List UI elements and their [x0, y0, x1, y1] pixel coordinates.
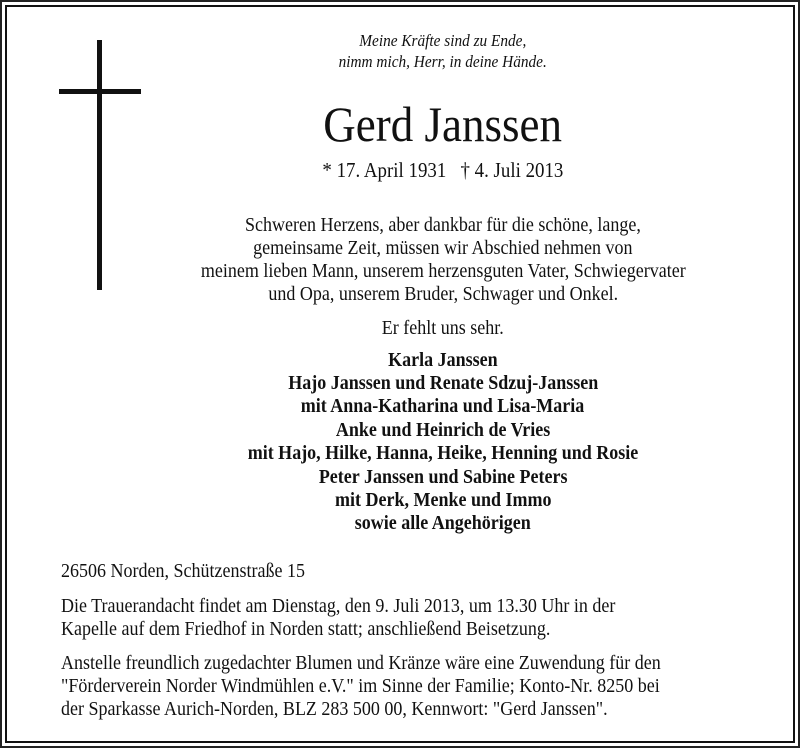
- family-line-2: Hajo Janssen und Renate Sdzuj-Janssen: [287, 372, 599, 394]
- family-line-5: mit Hajo, Hilke, Hanna, Heike, Henning und Rosie: [247, 442, 639, 464]
- message-line-2: gemeinsame Zeit, müssen wir Abschied nehmen von: [253, 237, 633, 259]
- donation-line-2: "Förderverein Norder Windmühlen e.V." im Sinne der Familie; Konto-Nr. 8250 bei: [61, 675, 660, 697]
- message-line-3: meinem lieben Mann, unserem herzensguten Vater, Schwiegervater: [200, 260, 686, 282]
- family-line-8: sowie alle Angehörigen: [354, 512, 531, 534]
- service-line-2: Kapelle auf dem Friedhof in Norden statt; anschließend Beisetzung.: [61, 618, 551, 640]
- donation-line-1: Anstelle freundlich zugedachter Blumen und Kränze wäre eine Zuwendung für den: [61, 652, 661, 674]
- donation-line-3: der Sparkasse Aurich-Norden, BLZ 283 500 00, Kennwort: "Gerd Janssen".: [61, 698, 608, 720]
- death-date: † 4. Juli 2013: [460, 158, 564, 182]
- cross-horizontal-bar: [59, 89, 141, 94]
- motto-line-1: Meine Kräfte sind zu Ende,: [359, 31, 527, 50]
- address: 26506 Norden, Schützenstraße 15: [61, 560, 305, 582]
- birth-date: * 17. April 1931: [322, 158, 447, 182]
- family-line-7: mit Derk, Menke und Immo: [334, 489, 552, 511]
- family-line-4: Anke und Heinrich de Vries: [335, 419, 551, 441]
- service-line-1: Die Trauerandacht findet am Dienstag, den 9. Juli 2013, um 13.30 Uhr in der: [61, 595, 616, 617]
- deceased-name: Gerd Janssen: [323, 96, 563, 152]
- life-dates: [0, 160, 800, 181]
- message-line-1: Schweren Herzens, aber dankbar für die schöne, lange,: [245, 214, 641, 236]
- family-line-6: Peter Janssen und Sabine Peters: [318, 466, 568, 488]
- family-line-1: Karla Janssen: [388, 349, 498, 371]
- family-line-3: mit Anna-Katharina und Lisa-Maria: [301, 395, 585, 417]
- motto-line-2: nimm mich, Herr, in deine Hände.: [338, 52, 548, 71]
- closing-line: Er fehlt uns sehr.: [382, 317, 504, 339]
- message-line-4: und Opa, unserem Bruder, Schwager und Onkel.: [268, 283, 618, 305]
